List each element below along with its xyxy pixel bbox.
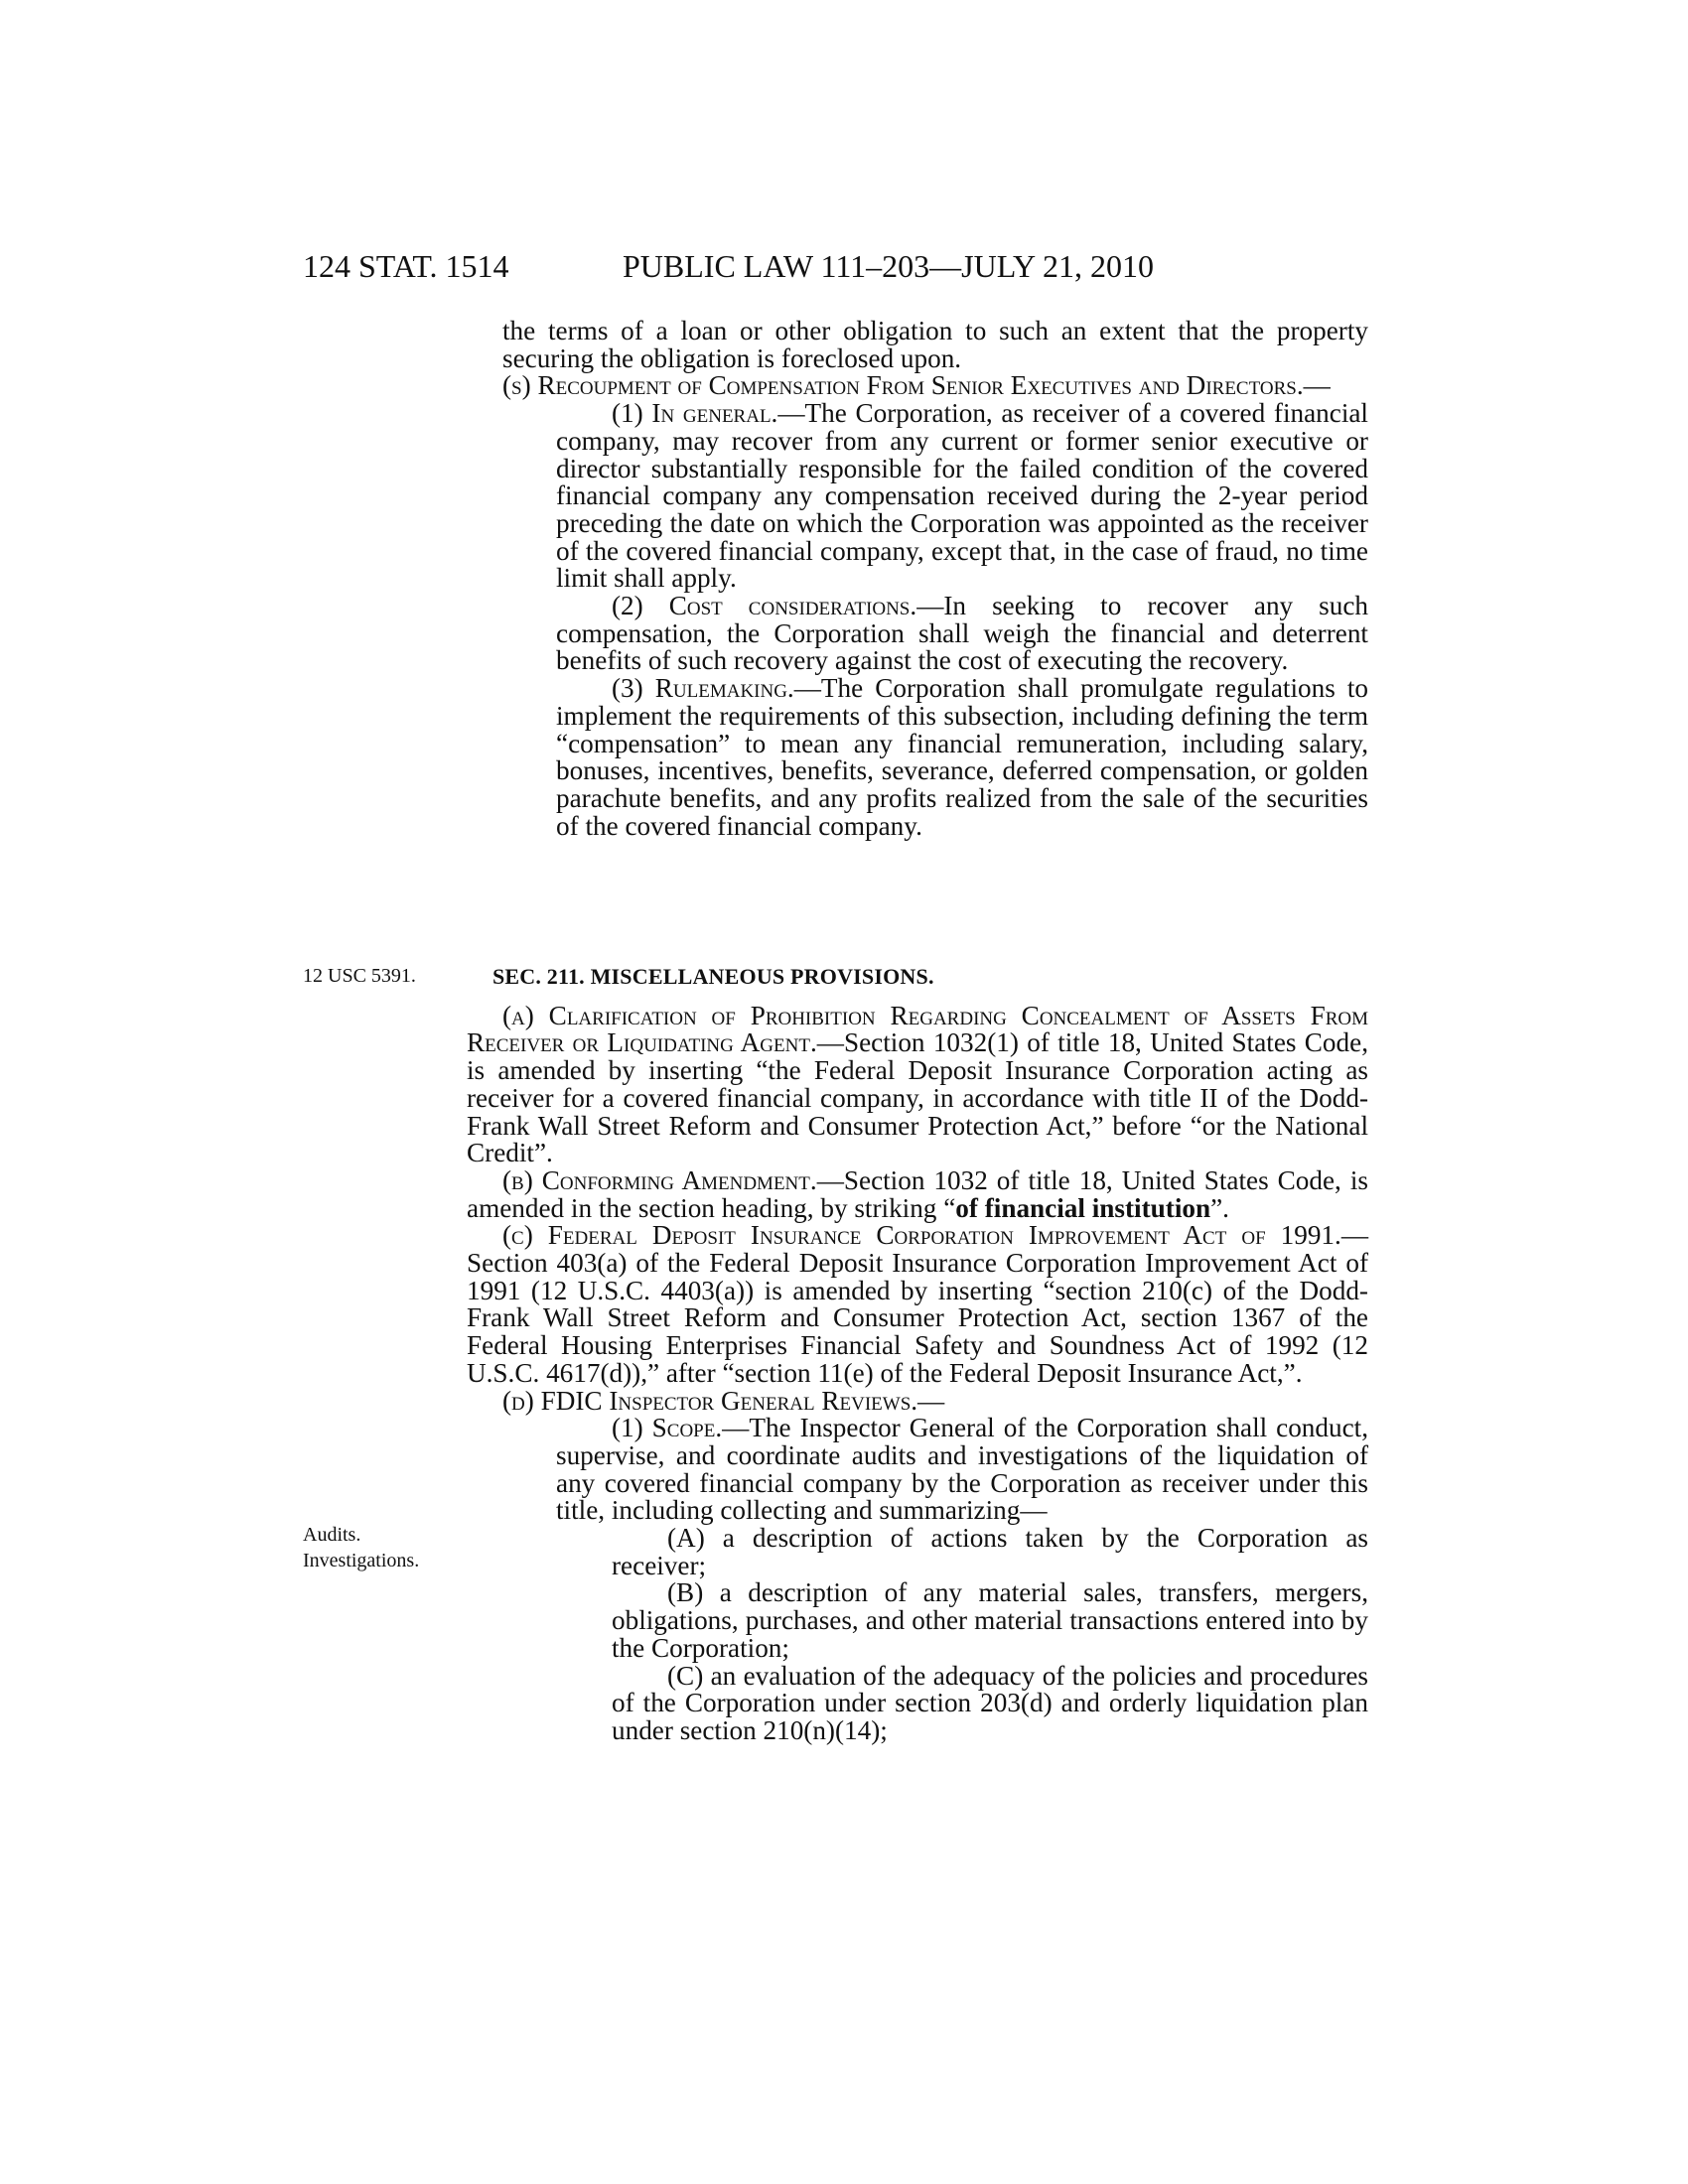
subsection-d-title: (d) FDIC Inspector General Reviews.— (502, 1385, 945, 1416)
subsection-s-title: (s) Recoupment of Compensation From Senior Executives and Directors.— (502, 370, 1331, 401)
subsection-s-heading (467, 372, 1368, 400)
subparagraph-dC: (C) an evaluation of the adequacy of the policies and procedures of the Corporation under section 203(d) and orderly liquidation plan under section 210(n)(14); (612, 1660, 1368, 1745)
page-stat-citation: 124 STAT. 1514 (303, 248, 509, 284)
paragraph-s3 (556, 675, 1368, 840)
margin-note-usc: 12 USC 5391. (303, 965, 416, 987)
section-211 (467, 963, 1368, 1745)
subsection-b-struck-text: of financial institution (955, 1192, 1211, 1223)
margin-note-investigations: Investigations. (303, 1550, 420, 1571)
subsection-a (467, 1000, 1368, 1168)
subsection-b-body-1: —Section 1032 of title 18, United States Code, is amended in the section heading, by striking “ (467, 1164, 1368, 1223)
paragraph-s2-heading: (2) Cost considerations. (612, 591, 917, 621)
subsection-a-body: —Section 1032(1) of title 18, United States Code, is amended by inserting “the Federal Deposit Insurance Corporation acting as receiver for a covered financial company, in accordance with title II of the Dodd-Frank Wall Street Reform and Consumer Protection Act,” before “or the National Credit”. (467, 1027, 1368, 1168)
paragraph-s2-body: —In seeking to recover any such compensation, the Corporation shall weigh the financial and deterrent benefits of such recovery against the cost of executing the recovery. (556, 591, 1369, 676)
page-running-title: PUBLIC LAW 111–203—JULY 21, 2010 (623, 248, 1154, 284)
paragraph-s1-heading: (1) In general. (612, 398, 778, 429)
margin-note-audits: Audits. (303, 1524, 361, 1546)
subparagraph-dB: (B) a description of any material sales, transfers, mergers, obligations, purchases, and other material transactions entered into by the Corporation; (612, 1577, 1368, 1663)
subsection-b-heading: (b) Conforming Amendment. (502, 1164, 817, 1195)
paragraph-s2 (556, 593, 1368, 675)
continued-paragraph: the terms of a loan or other obligation to such an extent that the property securing the obligation is foreclosed upon. (502, 316, 1368, 373)
paragraph-d1-body: —The Inspector General of the Corporation shall conduct, supervise, and coordinate audits and investigations of the liquidation of any covered financial company by the Corporation as receiver under this title, including collecting and summarizing— (556, 1413, 1368, 1526)
subsection-d-heading (467, 1385, 1368, 1416)
paragraph-s3-body: —The Corporation shall promulgate regulations to implement the requirements of this subsection, including defining the term “compensation” to mean any financial remuneration, including salary, bonuses, incentives, benefits, severance, deferred compensation, or golden parachute benefits, and any profits realized from the sale of the securities of the covered financial company. (556, 673, 1368, 841)
subsection-b-body-2: ”. (1210, 1192, 1229, 1223)
subsection-c-body: —Section 403(a) of the Federal Deposit Insurance Corporation Improvement Act of 1991 (12 U.S.C. 4403(a)) is amended by inserting “section 210(c) of the Dodd-Frank Wall Street Reform and Consumer Protection Act, section 1367 of the Federal Housing Enterprises Financial Safety and Soundness Act of 1992 (12 U.S.C. 4617(d)),” after “section 11(e) of the Federal Deposit Insurance Act,”. (467, 1220, 1368, 1388)
paragraph-s3-heading: (3) Rulemaking. (612, 673, 794, 704)
subparagraph-dA: (A) a description of actions taken by the Corporation as receiver; (612, 1523, 1368, 1580)
subsection-a-heading: (a) Clarification of Prohibition Regarding Concealment of Assets From Receiver or Liquidating Agent. (467, 1000, 1368, 1058)
subsection-c (467, 1222, 1368, 1387)
statute-body (502, 318, 1368, 840)
paragraph-d1 (556, 1415, 1368, 1525)
paragraph-d1-heading: (1) Scope. (612, 1413, 723, 1443)
paragraph-s1 (556, 400, 1368, 593)
subsection-b (467, 1164, 1368, 1223)
subsection-c-heading: (c) Federal Deposit Insurance Corporation Improvement Act of 1991. (502, 1220, 1341, 1251)
paragraph-s1-body: —The Corporation, as receiver of a covered financial company, may recover from any current or former senior executive or director substantially responsible for the failed condition of the covered financial company any compensation received during the 2-year period preceding the date on which the Corporation was appointed as the receiver of the covered financial company, except that, in the case of fraud, no time limit shall apply. (556, 398, 1368, 594)
section-heading: SEC. 211. MISCELLANEOUS PROVISIONS. (492, 964, 934, 989)
